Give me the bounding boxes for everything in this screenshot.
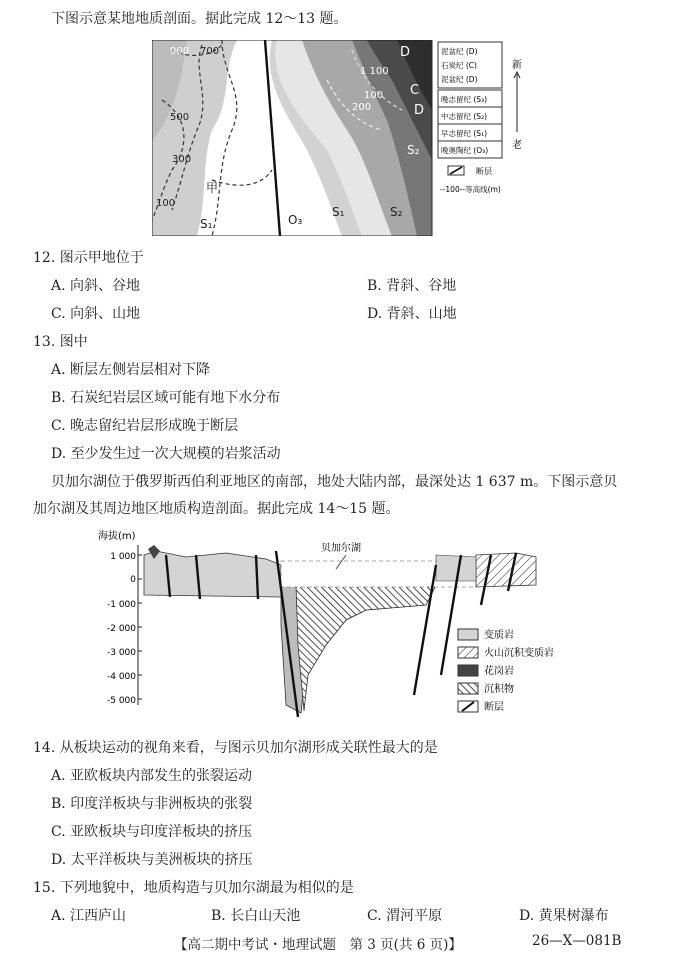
q12-option-d[interactable]: D. 背斜、山地 [367, 306, 457, 322]
map-legend [438, 42, 522, 194]
contour-legend-label: --100--等高线(m) [440, 185, 501, 194]
legend-swatch-sediment [458, 683, 478, 694]
y-tick-label: -3 000 [106, 648, 136, 658]
q12-option-b[interactable]: B. 背斜、谷地 [367, 278, 457, 294]
contour-label: 1 100 [360, 66, 389, 77]
baikal-section-figure [96, 525, 578, 725]
region-label: S₁ [332, 205, 345, 219]
paper-code: 26—X—081B [532, 933, 622, 949]
legend-item: 晚奥陶纪 (O₃) [441, 146, 489, 155]
region-label: C [410, 83, 420, 98]
q15-stem: 15. 下列地貌中，地质构造与贝加尔湖最为相似的是 [33, 880, 354, 896]
legend-label: 花岗岩 [484, 666, 514, 677]
intro-text-2b: 加尔湖及其周边地区地质构造剖面。据此完成 14～15 题。 [33, 501, 400, 517]
q12-stem: 12. 图示甲地位于 [33, 250, 144, 266]
q12-option-c[interactable]: C. 向斜、山地 [51, 306, 141, 322]
intro-text-2: 贝加尔湖位于俄罗斯西伯利亚地区的南部，地处大陆内部，最深处达 1 637 m。下图示意贝 [51, 474, 618, 490]
q15-option-a[interactable]: A. 江西庐山 [51, 908, 127, 924]
legend-item: 泥盆纪 (D) [441, 75, 478, 84]
fault-legend-label: 断层 [476, 167, 492, 176]
region-label: S₂ [390, 205, 403, 219]
legend-item: 中志留纪 (S₂) [441, 112, 488, 121]
legend-item: 晚志留纪 (S₃) [441, 95, 488, 104]
legend-item: 泥盆纪 (D) [441, 47, 478, 56]
y-tick-label: -5 000 [106, 696, 136, 706]
legend-label: 火山沉积变质岩 [484, 648, 554, 659]
q13-option-a[interactable]: A. 断层左侧岩层相对下降 [51, 362, 211, 378]
contour-label: 900 [170, 46, 190, 57]
q14-option-a[interactable]: A. 亚欧板块内部发生的张裂运动 [51, 768, 253, 784]
section-legend [458, 628, 554, 713]
contour-label: 300 [172, 154, 192, 165]
q15-option-c[interactable]: C. 渭河平原 [367, 908, 443, 924]
q14-option-b[interactable]: B. 印度洋板块与非洲板块的张裂 [51, 796, 253, 812]
contour-label: 700 [200, 46, 220, 57]
arrow-bottom-label: 老 [512, 140, 522, 151]
intro-text-1: 下图示意某地地质剖面。据此完成 12～13 题。 [51, 11, 348, 27]
q15-option-d[interactable]: D. 黄果树瀑布 [519, 908, 609, 924]
y-tick-label: 0 [130, 575, 136, 585]
y-tick-label: -2 000 [106, 624, 136, 634]
region-label: S₁ [200, 217, 213, 231]
geologic-map-figure [152, 40, 522, 236]
legend-label: 变质岩 [484, 630, 514, 641]
y-tick-label: -1 000 [106, 600, 136, 610]
y-tick-label: -4 000 [106, 672, 136, 682]
y-axis-title: 海拔(m) [98, 531, 136, 542]
point-jia-label: 甲 [206, 181, 219, 195]
legend-swatch-metamorphic [458, 629, 478, 640]
q15-option-b[interactable]: B. 长白山天池 [211, 908, 301, 924]
legend-swatch-volcanic [458, 647, 478, 658]
contour-label: 500 [170, 112, 190, 123]
q14-stem: 14. 从板块运动的视角来看，与图示贝加尔湖形成关联性最大的是 [33, 740, 438, 756]
contour-label: 100 [364, 90, 384, 101]
region-label: D [400, 45, 411, 60]
legend-label: 沉积物 [484, 684, 514, 695]
q14-option-c[interactable]: C. 亚欧板块与印度洋板块的挤压 [51, 824, 253, 840]
q13-stem: 13. 图中 [33, 334, 88, 350]
region-label: D [414, 103, 425, 118]
legend-item: 早志留纪 (S₁) [441, 129, 488, 138]
region-label: S₂ [407, 143, 420, 157]
legend-label: 断层 [484, 702, 504, 713]
legend-item: 石炭纪 (C) [441, 61, 477, 70]
region-label: O₃ [288, 213, 303, 227]
page-footer: 【高二期中考试・地理试题 第 3 页(共 6 页)】 [174, 937, 462, 953]
contour-label: 200 [352, 102, 372, 113]
legend-swatch-granite [458, 665, 478, 676]
contour-label: 100 [156, 198, 176, 209]
q13-option-c[interactable]: C. 晚志留纪岩层形成晚于断层 [51, 418, 239, 434]
q14-option-d[interactable]: D. 太平洋板块与美洲板块的挤压 [51, 852, 253, 868]
q12-option-a[interactable]: A. 向斜、谷地 [51, 278, 141, 294]
q13-option-b[interactable]: B. 石炭纪岩层区域可能有地下水分布 [51, 390, 281, 406]
lake-label: 贝加尔湖 [321, 543, 361, 554]
q13-option-d[interactable]: D. 至少发生过一次大规模的岩浆活动 [51, 446, 281, 462]
arrow-top-label: 新 [512, 60, 522, 71]
metamorphic-left [144, 551, 281, 597]
y-tick-label: 1 000 [110, 552, 136, 562]
